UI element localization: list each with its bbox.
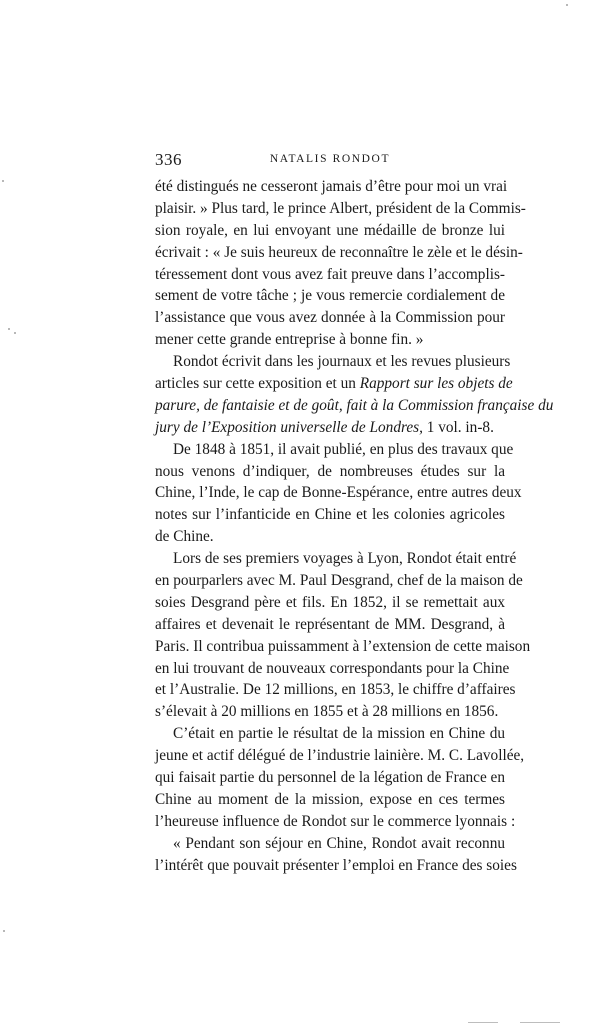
page-number: 336	[155, 150, 182, 169]
text-run: téressement dont vous avez fait preuve dans l’accomplis-	[155, 265, 505, 283]
text-line	[155, 285, 505, 307]
text-line	[155, 176, 508, 198]
text-run: De 1848 à 1851, il avait publié, en plus des travaux que	[173, 440, 514, 458]
text-line	[155, 745, 525, 767]
text-line	[155, 636, 531, 658]
scan-speck	[2, 180, 4, 182]
text-line	[155, 504, 505, 526]
scan-edge-mark	[520, 1022, 560, 1023]
text-run: s’élevait à 20 millions en 1855 et à 28 millions en 1856.	[155, 703, 499, 721]
text-line	[155, 482, 522, 504]
running-head	[155, 150, 505, 170]
text-run: en pourparlers avec M. Paul Desgrand, chef de la maison de	[155, 572, 523, 590]
text-line	[155, 723, 505, 745]
text-line	[155, 658, 510, 680]
text-run: l’assistance que vous avez donnée à la Commission pour	[155, 309, 505, 327]
text-line	[155, 198, 526, 220]
text-run: sion royale, en lui envoyant une médaille de bronze lui	[155, 221, 505, 239]
italic-title-run: Rapport sur les objets de	[359, 375, 513, 393]
text-run: notes sur l’infanticide en Chine et les colonies agricoles	[155, 506, 505, 524]
text-line	[155, 855, 517, 877]
text-run: été distingués ne cesseront jamais d’être pour moi un vrai	[155, 178, 508, 195]
text-line	[155, 833, 505, 855]
text-run: l’intérêt que pouvait présenter l’emploi en France des soies	[155, 856, 517, 874]
text-line	[155, 351, 511, 373]
text-run: nous venons d’indiquer, de nombreuses études sur la	[155, 462, 505, 480]
text-run: Paris. Il contribua puissamment à l’extension de cette maison	[155, 637, 531, 655]
text-run: et l’Australie. De 12 millions, en 1853, le chiffre d’affaires	[155, 681, 516, 699]
text-run: qui faisait partie du personnel de la légation de France en	[155, 769, 505, 787]
text-run: en lui trouvant de nouveaux correspondants pour la Chine	[155, 659, 510, 677]
scan-speck	[566, 4, 568, 6]
text-line	[155, 395, 554, 417]
italic-title-run: jury de l’Exposition universelle de Londres,	[155, 418, 423, 436]
text-line	[155, 592, 505, 614]
text-line	[155, 242, 523, 264]
text-run: « Pendant son séjour en Chine, Rondot avait reconnu	[173, 834, 505, 852]
text-line	[155, 307, 505, 329]
text-run: jeune et actif délégué de l’industrie lainière. M. C. Lavollée,	[155, 747, 525, 765]
scan-edge-mark	[468, 1022, 498, 1023]
text-line	[155, 220, 505, 242]
text-line	[155, 329, 505, 351]
text-line	[155, 548, 517, 570]
text-run: articles sur cette exposition et un	[155, 375, 356, 393]
scan-speck	[14, 332, 16, 334]
text-run: l’heureuse influence de Rondot sur le commerce lyonnais :	[155, 812, 516, 830]
text-run: plaisir. » Plus tard, le prince Albert, président de la Commis-	[155, 199, 526, 217]
text-run: affaires et devenait le représentant de MM. Desgrand, à	[155, 615, 505, 633]
text-line	[155, 701, 505, 723]
text-run: Chine, l’Inde, le cap de Bonne-Espérance, entre autres deux	[155, 484, 522, 502]
text-run: C’était en partie le résultat de la mission en Chine du	[173, 725, 505, 743]
text-run: écrivait : « Je suis heureux de reconnaître le zèle et le désin-	[155, 243, 523, 261]
text-run: Chine au moment de la mission, expose en ces termes	[155, 790, 505, 808]
text-run: soies Desgrand père et fils. En 1852, il se remettait aux	[155, 593, 505, 611]
text-line	[155, 789, 505, 811]
text-run: Rondot écrivit dans les journaux et les revues plusieurs	[173, 353, 511, 371]
text-run: de Chine.	[155, 528, 214, 546]
text-line	[155, 439, 514, 461]
text-run: 1 vol. in-8.	[422, 418, 494, 436]
running-title: NATALIS RONDOT	[269, 153, 391, 165]
text-line	[155, 373, 513, 395]
text-line	[155, 417, 505, 439]
scan-speck	[3, 930, 5, 932]
text-line	[155, 570, 523, 592]
text-run: Lors de ses premiers voyages à Lyon, Rondot était entré	[173, 550, 517, 568]
text-run: mener cette grande entreprise à bonne fin. »	[155, 331, 424, 349]
text-line	[155, 614, 505, 636]
text-line	[155, 526, 505, 548]
text-run: sement de votre tâche ; je vous remercie cordialement de	[155, 287, 505, 305]
text-line	[155, 679, 516, 701]
body-text	[155, 176, 554, 877]
text-line	[155, 811, 516, 833]
text-line	[155, 264, 505, 286]
text-line	[155, 461, 505, 483]
scan-speck	[8, 328, 10, 330]
italic-title-run: parure, de fantaisie et de goût, fait à la Commission française du	[155, 396, 554, 414]
text-line	[155, 767, 505, 789]
